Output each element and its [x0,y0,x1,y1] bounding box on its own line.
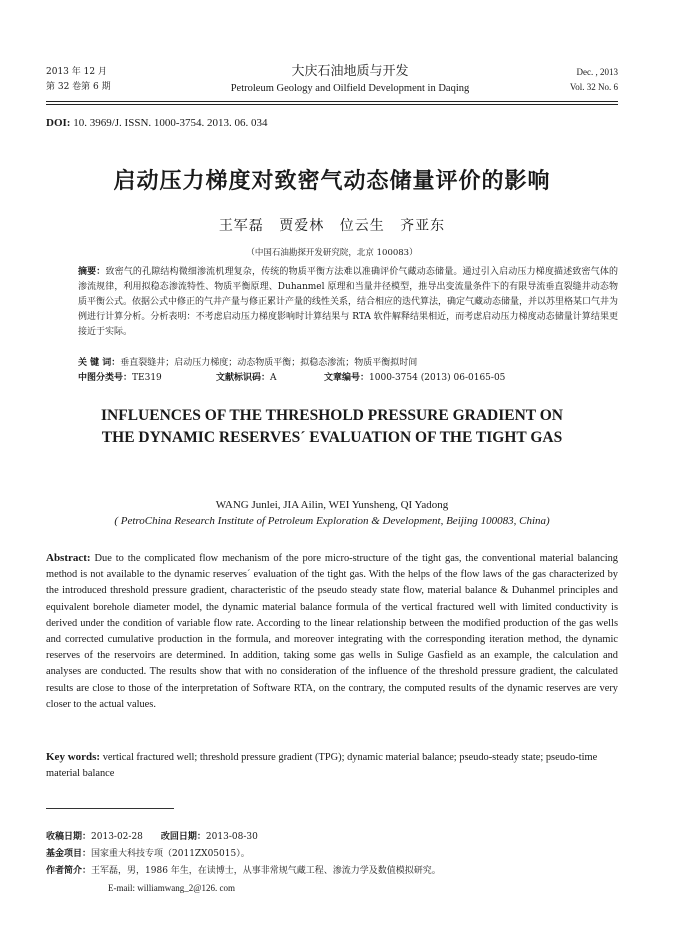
abstract-en-label: Abstract: [46,552,91,564]
abstract-en [46,550,618,713]
author-email: E-mail: williamwang_2@126. com [108,883,236,893]
footnote-author-bio [46,864,618,879]
header-rule-thin [46,104,618,105]
header-volume-en: Vol. 32 No. 6 [569,82,618,92]
article-no-label: 文章编号： [324,373,370,383]
title-en-line2: THE DYNAMIC RESERVES´ EVALUATION OF THE TIGHT GAS [101,429,563,446]
bio-label: 作者简介： [46,866,92,876]
revised-date: 2013-08-30 [205,832,258,842]
doi-value: 10. 3969/J. ISSN. 1000-3754. 2013. 06. 034 [73,117,268,129]
journal-name-en: Petroleum Geology and Oilfield Development in Daqing [230,83,470,94]
abstract-cn-label: 摘要： [78,267,106,277]
keywords-en-label: Key words: [46,751,101,763]
keywords-en-text: vertical fractured well; threshold pressure gradient (TPG); dynamic material balance; pseudo-steady state; pseudo-time material balance [46,752,598,780]
doi-line: DOI: 10. 3969/J. ISSN. 1000-3754. 2013. 06. 034 [46,117,268,129]
header-left [46,65,111,95]
abstract-cn [78,265,618,340]
doc-code-label: 文献标识码： [216,373,271,383]
received-date: 2013-02-28 [91,832,143,842]
footnote-dates [46,830,618,845]
clc-label: 中图分类号： [78,373,133,383]
header-rule-thick [46,101,618,102]
abstract-en-text: Due to the complicated flow mechanism of the pore micro-structure of the tight gas, the conventional material balancing method is not available to the dynamic reserves´ evaluation of the tight gas. With the helps of the flow laws of the gas characterized by the introduced threshold pressure gradient, characteristic of the pseudo steady state flow, material balance & Duhanmel principles and equivalent borehole diameter model, the dynamic material balance formula of the vertical fractured well with limited conductivity is derived under the condition of variable flow rate. According to the linear relationship between the modified production of the gas wells and corrected cumulative production in the formula, and moreover integrating with the corresponding iteration method, the dynamic reserves of the reservoirs are determined. In addition, taking some gas wells in Sulige Gasfield as an example, the calculation and analyses are conducted. The results show that with no consideration of the influence of the threshold pressure gradient, the calculated results are close to those of the interpretation of Software RTA, on the contrary, the computed results of the dynamic reserves are very closer to the actual values. [46,553,618,710]
header-date-cn: 2013 年 12 月 [46,67,107,77]
keywords-cn-text: 垂直裂缝井；启动压力梯度；动态物质平衡；拟稳态渗流；物质平衡拟时间 [120,358,418,368]
abstract-cn-text: 致密气的孔隙结构微细渗流机理复杂，传统的物质平衡方法难以准确评价气藏动态储量。通过引入启动压力梯度描述致密气体的渗流规律，利用拟稳态渗流特性、物质平衡原理、Duhanmel 原理和当量井径模型，推导出变流量条件下的有限导流垂直裂缝井动态物质平衡公式。依据公式中修正的气井产量与修正累计产量的线性关系，结合相应的迭代算法，确定气藏动态储量，并以苏里格某口气井为例进行计算分析。分析表明：不考虑启动压力梯度影响时计算结果与 RTA 软件解释结果相近，而考虑启动压力梯度动态储量计算结果更接近于实际。 [78,267,619,337]
doc-code-value: A [270,373,277,383]
keywords-en [46,749,618,782]
title-en-line1: INFLUENCES OF THE THRESHOLD PRESSURE GRADIENT ON [101,407,563,424]
footnote-fund [46,847,618,862]
title-cn: 启动压力梯度对致密气动态储量评价的影响 [113,169,551,194]
article-no-value: 1000-3754 (2013) 06-0165-05 [369,373,506,383]
clc-value: TE319 [132,373,162,383]
affiliation-en: ( PetroChina Research Institute of Petroleum Exploration & Development, Beijing 100083, China) [114,515,550,527]
bio-value: 王军磊，男，1986 年生，在读博士，从事非常规气藏工程、渗流力学及数值模拟研究。 [91,866,441,876]
doi-label: DOI [46,117,67,129]
footnote-rule [46,808,174,809]
authors-en: WANG Junlei, JIA Ailin, WEI Yunsheng, QI Yadong [215,499,449,511]
header-volume-cn: 第 32 卷第 6 期 [46,82,111,92]
received-label: 收稿日期： [46,832,92,842]
journal-name-cn: 大庆石油地质与开发 [291,64,409,79]
classification-row [78,371,618,386]
fund-label: 基金项目： [46,849,92,859]
header-journal [180,63,520,97]
affiliation-cn: （中国石油勘探开发研究院，北京 100083） [246,248,418,258]
keywords-cn-label: 关 键 词： [78,358,121,368]
title-en [46,405,618,449]
authors-cn: 王军磊 贾爱林 位云生 齐亚东 [218,218,446,234]
header-right [570,65,618,95]
keywords-cn [78,356,618,371]
fund-value: 国家重大科技专项（2011ZX05015）。 [91,849,250,859]
header-date-en: Dec. , 2013 [576,67,618,77]
revised-label: 改回日期： [160,832,206,842]
